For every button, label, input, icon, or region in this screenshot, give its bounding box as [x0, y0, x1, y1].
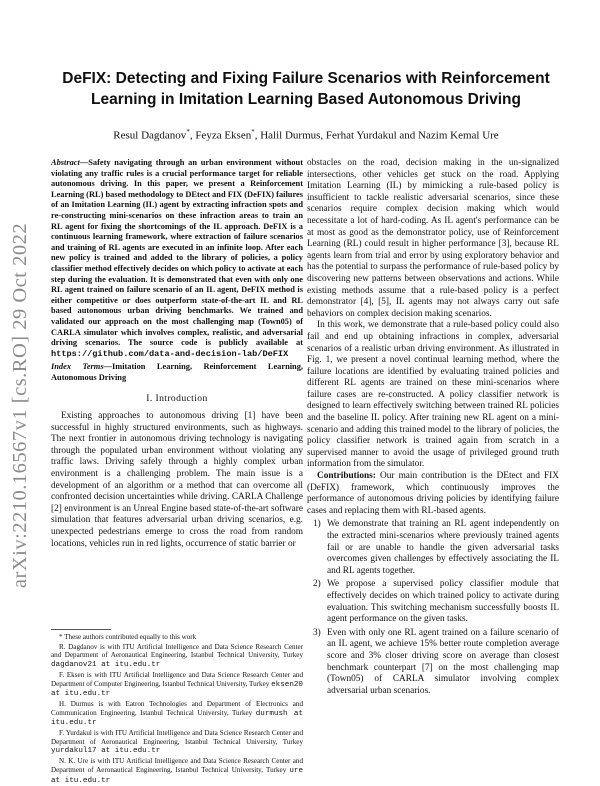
left-column — [51, 158, 303, 550]
footnote-rule — [51, 629, 111, 630]
author-email: yurdakul17 at itu.edu.tr — [51, 747, 161, 756]
abstract — [51, 158, 303, 359]
author-rest: Halil Durmus, Ferhat Yurdakul and Nazim Kemal Ure — [260, 129, 499, 142]
footnote-affiliation: H. Durmus is with Eatron Technologies and Department of Electronics and Communication Engineering, Istanbul Technical University, Turkey durmush at itu.edu.tr — [51, 699, 303, 728]
footnote-affiliation: N. K. Ure is with ITU Artificial Intelligence and Data Science Research Center and Department of Aeronautical Engineering, Istanbul Technical University, Turkey ure at itu.edu.tr — [51, 757, 303, 785]
contributions-lead: Contributions: — [317, 471, 376, 482]
source-code-url[interactable]: https://github.com/data-and-decision-lab/DeFIX — [51, 348, 289, 359]
author-2: Feyza Eksen — [195, 129, 252, 142]
footnote-affiliation: F. Eksen is with ITU Artificial Intelligence and Data Science Research Center and Department of Computer Engineering, Istanbul Technical University, Turkey eksen20 at itu.edu.tr — [51, 670, 303, 699]
footnote-affiliation: F. Yurdakul is with ITU Artificial Intelligence and Data Science Research Center and Department of Aeronautical Engineering, Istanbul Technical University, Turkey yurdakul17 at itu.edu.tr — [51, 729, 303, 756]
contributions-list — [307, 519, 559, 697]
abstract-lead: Abstract — [51, 158, 80, 167]
contributions-paragraph — [307, 471, 559, 517]
index-terms — [51, 362, 303, 383]
paper-title — [50, 68, 562, 110]
footnotes — [51, 629, 303, 786]
author-email: durmush at itu.edu.tr — [51, 709, 303, 728]
author-list: Resul Dagdanov*, Feyza Eksen*, Halil Durmus, Ferhat Yurdakul and Nazim Kemal Ure — [113, 128, 499, 142]
index-terms-text: —Imitation Learning, Reinforcement Learning, Autonomous Driving — [51, 362, 303, 382]
equal-contrib-mark: * — [251, 128, 255, 136]
right-paragraph-2: In this work, we demonstrate that a rule-based policy could also fail and end up obtaining infractions in complex, adversarial scenarios of a realistic urban driving environment. As illustrated in Fig. 1, we present a novel continual learning method, where the failure locations are identified by evaluating trained policies and different RL agents are trained on these mini-scenarios where failure cases are re-constructed. A policy classifier network is designed to learn effectively switching between trained RL policies and the baseline IL policy. After training new RL agent on a mini-scenario and adding this trained model to the library of policies, the policy classifier network is trained again from scratch in a supervised manner to avoid the usage of privileged ground truth information from the simulator. — [307, 320, 559, 470]
title-line-2: Learning in Imitation Learning Based Autonomous Driving — [90, 91, 521, 108]
index-terms-lead: Index Terms — [51, 362, 104, 372]
intro-paragraph-1: Existing approaches to autonomous driving [1] have been successful in highly structured environments, such as highways. The next frontier in autonomous driving technology is navigating through the populated urban environment without violating any traffic laws. Driving safely through a highly complex urban environment is a challenging problem. The main issue is a development of an algorithm or a method that can overcome all confronted decision uncertainties while driving. CARLA Challenge [2] environment is an Unreal Engine based state-of-the-art software simulation that features adversarial urban driving scenarios, e.g. unexpected pedestrians emerge to cross the road from random locations, vehicles run in red lights, occurrence of static barrier or — [51, 411, 303, 549]
footnote-equal-contrib: * These authors contributed equally to this work — [59, 633, 197, 641]
title-line-1: DeFIX: Detecting and Fixing Failure Scenarios with Reinforcement — [62, 70, 550, 87]
arxiv-id: arXiv:2210.16567v1 [cs.RO] 29 Oct 2022 — [9, 222, 32, 588]
footnote-affiliation: R. Dagdanov is with ITU Artificial Intelligence and Data Science Research Center and Department of Aeronautical Engineering, Istanbul Technical University, Turkey dagdanov21 at itu.edu.tr — [51, 642, 303, 670]
author-email: ure at itu.edu.tr — [51, 766, 303, 785]
contributions-text: Our main contribution is the DEtect and FIX (DeFIX) framework, which continuously improves the performance of autonomous driving policies by identifying failure cases and replacing them with RL-based agents. — [307, 471, 559, 516]
author-email: dagdanov21 at itu.edu.tr — [51, 661, 161, 670]
equal-contrib-mark: * — [186, 128, 190, 136]
section-heading-introduction: I. Introduction — [146, 393, 208, 405]
arxiv-identifier-stamp — [2, 195, 40, 615]
author-email: eksen20 at itu.edu.tr — [51, 680, 303, 699]
list-item: 2) We propose a supervised policy classifier module that effectively decides on which trained policy to activate during evaluation. This switching mechanism successfully boosts IL agent performance on the given tasks. — [313, 579, 559, 625]
author-1: Resul Dagdanov — [113, 129, 187, 142]
right-column — [307, 158, 559, 699]
right-paragraph-1: obstacles on the road, decision making in the un-signalized intersections, other vehicles get stuck on the road. Applying Imitation Learning (IL) by mimicking a rule-based policy is insufficient to tackle realistic adversarial scenarios, since these scenarios require complex decision making which would necessitate a lot of hard-coding. As IL agent's performance can be at most as good as the demonstrator policy, use of Reinforcement Learning (RL) could result in higher performance [3], because RL agents learn from trial and error by using exploratory behavior and has the potential to surpass the performance of rule-based policy by discovering new patterns between observations and actions. While existing methods assume that a rule-based policy is a perfect demonstrator [4], [5], IL agents may not always carry out safe behaviors on complex decision making scenarios. — [307, 158, 559, 319]
list-item: 1) We demonstrate that training an RL agent independently on the extracted mini-scenarios where previously trained agents fail or are unable to handle the given adversarial tasks overcomes given challenges by effectively associating the IL and RL agents together. — [313, 519, 559, 576]
list-item: 3) Even with only one RL agent trained on a failure scenario of an IL agent, we achieve 15% better route completion average score and 3% closer driving score on average than closest benchmark counterpart [7] on the most challenging map (Town05) of CARLA simulator involving complex adversarial urban scenarios. — [313, 627, 559, 696]
abstract-text: —Safety navigating through an urban environment without violating any traffic rules is a crucial performance target for reliable autonomous driving. In this paper, we present a Reinforcement Learning (RL) based methodology to DEtect and FIX (DeFIX) failures of an Imitation Learning (IL) agent by extracting infraction spots and re-constructing mini-scenarios on these infraction areas to train an RL agent for fixing the shortcomings of the IL approach. DeFIX is a continuous learning framework, where extraction of failure scenarios and training of RL agents are executed in an infinite loop. After each new policy is trained and added to the library of policies, a policy classifier method effectively decides on which policy to activate at each step during the evaluation. It is demonstrated that even with only one RL agent trained on failure scenario of an IL agent, DeFIX method is either competitive or does outperform state-of-the-art IL and RL based autonomous urban driving benchmarks. We trained and validated our approach on the most challenging map (Town05) of CARLA simulator which involves complex, realistic, and adversarial driving scenarios. The source code is publicly available at — [51, 158, 303, 348]
